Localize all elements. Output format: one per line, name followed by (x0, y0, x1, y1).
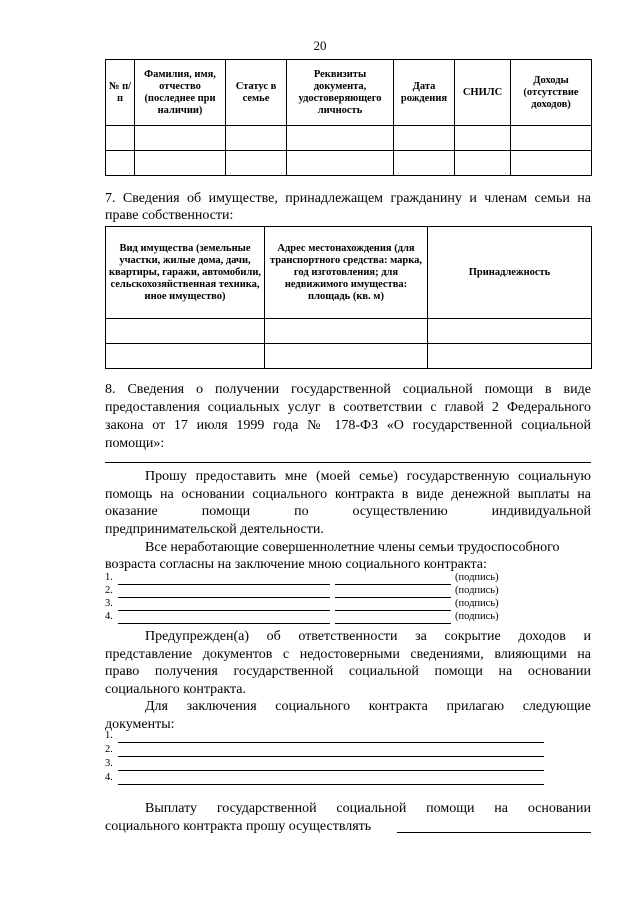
table-row (106, 126, 592, 151)
header-cell: Доходы (отсутствие доходов) (511, 60, 592, 126)
table-cell[interactable] (135, 126, 226, 151)
consent-line2: возраста согласны на заключение мною социального контракта: (105, 557, 487, 572)
payment-line1: Выплату государственной социальной помощи на основании (145, 801, 591, 816)
document-line[interactable] (118, 784, 544, 785)
document-number: 2. (105, 744, 113, 755)
signature-name-line[interactable] (118, 584, 330, 585)
payment-line2: социального контракта прошу осуществлять (105, 819, 372, 834)
table-cell[interactable] (226, 126, 287, 151)
request-line3: оказание помощи по осуществлению индивидуальной (105, 504, 591, 519)
signature-label: (подпись) (455, 598, 499, 609)
table-cell[interactable] (106, 151, 135, 176)
header-cell: Статус в семье (226, 60, 287, 126)
table-cell[interactable] (265, 319, 428, 344)
document-line[interactable] (118, 770, 544, 771)
warning-line2: представление документов с недостоверными сведениями, влияющими на (105, 647, 591, 662)
warning-line4: социального контракта. (105, 682, 246, 697)
table-cell[interactable] (394, 126, 455, 151)
table-cell[interactable] (226, 151, 287, 176)
header-cell: Фамилия, имя, отчество (последнее при наличии) (135, 60, 226, 126)
property-table (105, 226, 592, 369)
request-line1: Прошу предоставить мне (моей семье) государственную социальную (145, 469, 591, 484)
table-cell[interactable] (428, 319, 592, 344)
table-cell[interactable] (287, 151, 394, 176)
request-line2: помощь на основании социального контракта в виде денежной выплаты на (105, 487, 591, 502)
header-cell: Адрес местонахождения (для транспортного средства: марка, год изготовления; для недвижимого имущества: площадь (кв. м) (265, 227, 428, 319)
table-cell[interactable] (511, 126, 592, 151)
table-row (106, 344, 592, 369)
table-header-row (106, 227, 592, 319)
attach-line1: Для заключения социального контракта прилагаю следующие (145, 699, 591, 714)
header-cell: СНИЛС (455, 60, 511, 126)
signature-number: 3. (105, 598, 113, 609)
table-header-row (106, 60, 592, 126)
table-cell[interactable] (511, 151, 592, 176)
table-cell[interactable] (265, 344, 428, 369)
document-number: 3. (105, 758, 113, 769)
signature-label: (подпись) (455, 611, 499, 622)
table-cell[interactable] (106, 126, 135, 151)
signature-label: (подпись) (455, 572, 499, 583)
family-members-table (105, 59, 592, 176)
signature-line[interactable] (335, 623, 451, 624)
request-line4: предпринимательской деятельности. (105, 522, 324, 537)
header-cell: Вид имущества (земельные участки, жилые дома, дачи, квартиры, гаражи, автомобили, сельскохозяйственная техника, иное имущество) (106, 227, 265, 319)
section8-answer-line[interactable] (105, 462, 591, 463)
table-cell[interactable] (287, 126, 394, 151)
consent-line1: Все неработающие совершеннолетние члены семьи трудоспособного (145, 540, 560, 555)
payment-method-line[interactable] (397, 832, 591, 833)
table-cell[interactable] (106, 319, 265, 344)
header-cell: Реквизиты документа, удостоверяющего личность (287, 60, 394, 126)
table-cell[interactable] (135, 151, 226, 176)
signature-name-line[interactable] (118, 597, 330, 598)
header-cell: Дата рождения (394, 60, 455, 126)
signature-name-line[interactable] (118, 623, 330, 624)
page-number: 20 (313, 38, 327, 53)
header-cell: № п/п (106, 60, 135, 126)
table-cell[interactable] (428, 344, 592, 369)
signature-line[interactable] (335, 610, 451, 611)
section8-line3: закона от 17 июля 1999 года № 178-ФЗ «О государственной социальной (105, 418, 591, 433)
signature-label: (подпись) (455, 585, 499, 596)
signature-number: 1. (105, 572, 113, 583)
attach-line2: документы: (105, 717, 175, 732)
warning-line3: право получения государственной социальной помощи на основании (105, 664, 591, 679)
section7-line1: 7. Сведения об имуществе, принадлежащем гражданину и членам семьи на (105, 191, 591, 206)
section8-line4: помощи»: (105, 436, 165, 451)
signature-number: 2. (105, 585, 113, 596)
document-line[interactable] (118, 756, 544, 757)
section7-line2: праве собственности: (105, 208, 234, 223)
table-cell[interactable] (394, 151, 455, 176)
signature-name-line[interactable] (118, 610, 330, 611)
warning-line1: Предупрежден(а) об ответственности за сокрытие доходов и (145, 629, 591, 644)
signature-line[interactable] (335, 584, 451, 585)
table-cell[interactable] (106, 344, 265, 369)
signature-line[interactable] (335, 597, 451, 598)
document-number: 1. (105, 730, 113, 741)
table-cell[interactable] (455, 151, 511, 176)
header-cell: Принадлежность (428, 227, 592, 319)
document-line[interactable] (118, 742, 544, 743)
table-row (106, 151, 592, 176)
signature-number: 4. (105, 611, 113, 622)
section8-line2: предоставления социальных услуг в соответствии с главой 2 Федерального (105, 400, 591, 415)
document-number: 4. (105, 772, 113, 783)
table-row (106, 319, 592, 344)
section8-line1: 8. Сведения о получении государственной социальной помощи в виде (105, 382, 591, 397)
table-cell[interactable] (455, 126, 511, 151)
